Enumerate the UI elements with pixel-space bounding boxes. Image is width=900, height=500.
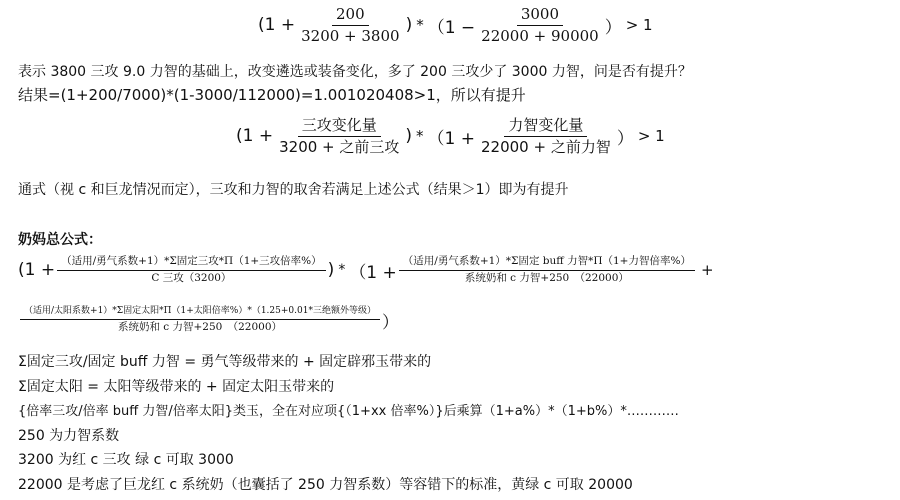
result-line: 结果=(1+200/7000)*(1-3000/112000)=1.001020408>1，所以有提升	[18, 86, 526, 104]
note-4: 250 为力智系数	[18, 428, 120, 444]
note-1: Σ固定三攻/固定 buff 力智 = 勇气等级带来的 + 固定辟邪玉带来的	[18, 354, 432, 370]
formula-3-multiply: *	[338, 262, 346, 279]
formula-3-open-1: (1 +	[18, 260, 56, 281]
formula-3-fraction-1	[57, 256, 326, 284]
formula-2-open-2: （1 +	[427, 128, 475, 149]
formula-3-line-1	[18, 256, 718, 284]
formula-1-close-2: ）	[604, 17, 622, 38]
formula-2-close-1: )	[405, 126, 413, 146]
formula-3-plus: +	[700, 261, 714, 280]
formula-2-multiply: *	[416, 127, 424, 145]
formula-2-greater-than: > 1	[637, 127, 665, 145]
note-2: Σ固定太阳 = 太阳等级带来的 + 固定太阳玉带来的	[18, 379, 335, 395]
formula-3-denominator-3: 系统奶和 c 力智+250 （22000）	[117, 320, 282, 333]
formula-1-multiply: *	[416, 16, 424, 34]
formula-1-greater-than: > 1	[625, 16, 653, 34]
formula-2-denominator-1: 3200 + 之前三攻	[279, 137, 400, 156]
formula-1-close-1: )	[405, 15, 413, 35]
formula-3-numerator-2: （适用/勇气系数+1）*Σ固定 buff 力智*Π（1+力智倍率%）	[399, 256, 695, 271]
note-6: 22000 是考虑了巨龙红 c 系统奶（也囊括了 250 力智系数）等容错下的标准，黄绿 c 可取 20000	[18, 477, 633, 493]
formula-2-fraction-1	[275, 117, 403, 155]
formula-1-denominator-2: 22000 + 90000	[481, 26, 599, 45]
formula-2-fraction-2	[477, 117, 615, 155]
formula-3-numerator-1: （适用/勇气系数+1）*Σ固定三攻*Π（1+三攻倍率%）	[57, 256, 326, 271]
note-3: {倍率三攻/倍率 buff 力智/倍率太阳}类玉，全在对应项{（1+xx 倍率%）}后乘算（1+a%）*（1+b%）*…………	[18, 404, 679, 419]
formula-2-open-1: (1 +	[236, 126, 274, 146]
formula-1-denominator-1: 3200 + 3800	[301, 26, 400, 45]
formula-1-fraction-2	[477, 6, 603, 44]
formula-3-fraction-3	[20, 307, 380, 333]
formula-3-close-3: ）	[381, 312, 399, 333]
formula-2-numerator-2: 力智变化量	[504, 117, 587, 137]
formula-1-numerator-1: 200	[332, 6, 369, 26]
nanny-title: 奶妈总公式：	[18, 232, 102, 248]
formula-3-fraction-2	[399, 256, 695, 284]
formula-1	[258, 6, 657, 44]
general-line: 通式（视 c 和巨龙情况而定），三攻和力智的取舍若满足上述公式（结果＞1）即为有提升	[18, 182, 569, 198]
formula-2-close-2: ）	[616, 128, 634, 149]
formula-3-line-2	[18, 307, 399, 333]
formula-1-fraction-1	[297, 6, 403, 44]
explain-line: 表示 3800 三攻 9.0 力智的基础上，改变遴选或装备变化，多了 200 三攻少了 3000 力智，问是否有提升？	[18, 64, 692, 80]
formula-3-denominator-1: C 三攻（3200）	[151, 271, 232, 284]
formula-2-denominator-2: 22000 + 之前力智	[481, 137, 611, 156]
note-5: 3200 为红 c 三攻 绿 c 可取 3000	[18, 452, 234, 468]
formula-2-numerator-1: 三攻变化量	[298, 117, 381, 137]
formula-1-numerator-2: 3000	[517, 6, 563, 26]
formula-2	[236, 117, 669, 155]
formula-1-open-1: (1 +	[258, 15, 296, 35]
formula-3-open-2: （1 +	[349, 262, 397, 283]
formula-3-numerator-3: （适用/太阳系数+1）*Σ固定太阳*Π（1+太阳倍率%）*（1.25+0.01*三绝额外等级）	[20, 307, 380, 320]
formula-3-close-1: )	[327, 260, 335, 281]
formula-1-open-2: （1 −	[427, 17, 476, 38]
formula-3-denominator-2: 系统奶和 c 力智+250 （22000）	[464, 271, 629, 284]
